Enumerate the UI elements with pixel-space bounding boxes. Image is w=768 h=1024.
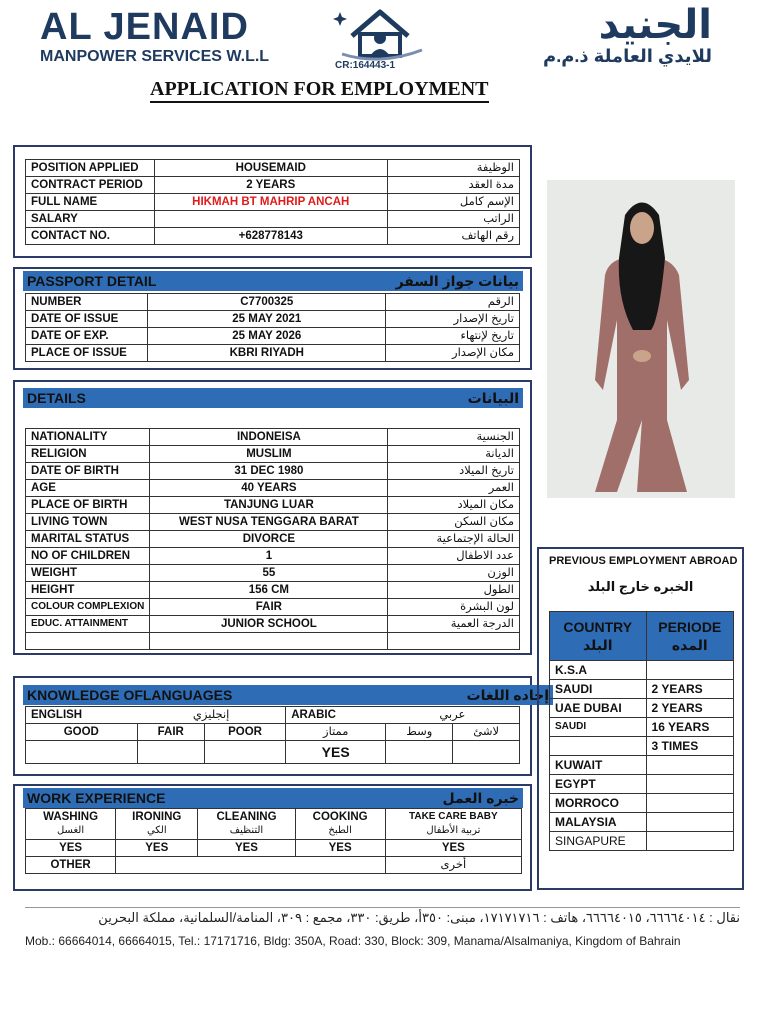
cell-value: +628778143 [154,228,387,245]
table-row [26,633,520,650]
cell-label: MARITAL STATUS [26,531,150,548]
table-row [26,548,520,565]
table-row [550,699,734,718]
cell-label: NO OF CHILDREN [26,548,150,565]
cell-ar: تاريخ لإنتهاء [386,328,520,345]
table-row [550,756,734,775]
cell-ar: تاريخ الإصدار [386,311,520,328]
cell-country [550,737,647,756]
cell-ar: الدرجة العمية [388,616,520,633]
cell-country: MALAYSIA [550,813,647,832]
skill-value: YES [295,840,385,857]
level-fair: FAIR [137,724,204,741]
lang-arabic-ar: عربي [386,707,520,724]
cell-period [646,775,733,794]
previous-table [549,611,734,851]
table-row [550,737,734,756]
skill-name-ar: الغسل [56,825,85,836]
cell-period [646,813,733,832]
table-row [26,328,520,345]
cell-label: SALARY [26,211,155,228]
details-title-ar: البيانات [467,390,519,406]
empty-cell [26,633,150,650]
lang-arabic: ARABIC [286,707,386,724]
table-row [26,429,520,446]
cell-value: TANJUNG LUAR [150,497,388,514]
cell-label: CONTRACT PERIOD [26,177,155,194]
details-table [25,428,520,650]
table-row [26,514,520,531]
person-photo-icon [547,180,735,498]
table-row [550,775,734,794]
table-row [26,211,520,228]
skill-header [116,809,198,840]
cell-ar: الرقم [386,294,520,311]
cell-label: DATE OF ISSUE [26,311,148,328]
level-poor: POOR [204,724,285,741]
cell-label: WEIGHT [26,565,150,582]
cell-value: 25 MAY 2026 [148,328,386,345]
col-period-en: PERIODE [658,619,722,635]
languages-header [23,685,553,705]
languages-title: KNOWLEDGE OFLANGUAGES [27,687,233,703]
details-title: DETAILS [27,390,86,406]
languages-table [25,706,520,764]
passport-table [25,293,520,362]
table-row [26,160,520,177]
col-country-ar: البلد [582,637,613,653]
empty-cell [388,633,520,650]
cell-ar: مكان الميلاد [388,497,520,514]
skill-header [198,809,295,840]
skill-name-ar: الطبخ [328,825,352,836]
cell-period [646,794,733,813]
skill-value: YES [385,840,521,857]
cell-country: SAUDI [550,718,647,737]
cell-label: HEIGHT [26,582,150,599]
other-label-ar: أخرى [385,857,521,874]
skill-name: COOKING [312,811,368,823]
footer-address-ar: نقال : ٦٦٦٦٤٠١٤، ٦٦٦٦٤٠١٥، هاتف : ١٧١٧١٧١٦، مبنى: ٣٥٠أ، طريق: ٣٣٠، مجمع : ٣٠٩، المنامة/السلمانية، مملكة البحرين [98,910,740,925]
cell-period [646,661,733,680]
skill-name: WASHING [43,811,99,823]
languages-title-ar: إجاده اللغات [466,687,549,703]
cell-label: RELIGION [26,446,150,463]
cell-value: 1 [150,548,388,565]
skill-name: TAKE CARE BABY [408,811,498,822]
details-frame [13,380,532,655]
cell-ar: مكان السكن [388,514,520,531]
skill-header [385,809,521,840]
cell-label: EDUC. ATTAINMENT [26,616,150,633]
skill-value: YES [116,840,198,857]
cell-ar: تاريخ الميلاد [388,463,520,480]
level-none-ar: لاشئ [453,724,520,741]
cell-label: DATE OF EXP. [26,328,148,345]
cell-period: 16 YEARS [646,718,733,737]
cell-value: HIKMAH BT MAHRIP ANCAH [154,194,387,211]
cell-ar: الجنسية [388,429,520,446]
table-row [26,599,520,616]
skill-name-ar: تربية الأطفال [426,825,481,836]
skill-name: IRONING [132,811,182,823]
cell-value: MUSLIM [150,446,388,463]
skill-name-ar: الكي [146,825,167,836]
cell-value: HOUSEMAID [154,160,387,177]
skill-value: YES [26,840,116,857]
table-row [26,311,520,328]
table-row [26,531,520,548]
table-row [26,194,520,211]
table-row [550,680,734,699]
table-row [26,497,520,514]
table-row [26,565,520,582]
brand-subtitle-ar: للايدي العاملة ذ.م.م [543,46,712,66]
table-row [26,480,520,497]
cell-ar: الراتب [387,211,519,228]
english-poor-cell [204,741,285,764]
cell-value: JUNIOR SCHOOL [150,616,388,633]
cell-value [154,211,387,228]
col-period [646,612,733,661]
cell-label: NATIONALITY [26,429,150,446]
brand-subtitle-en: MANPOWER SERVICES W.L.L [40,48,270,65]
passport-header [23,271,523,291]
cell-ar: الديانة [388,446,520,463]
cell-label: PLACE OF BIRTH [26,497,150,514]
cell-label: NUMBER [26,294,148,311]
english-fair-cell [137,741,204,764]
passport-title-ar: بيانات جواز السفر [395,273,519,289]
col-country-en: COUNTRY [563,619,633,635]
cell-ar: الوظيفة [387,160,519,177]
table-row [26,582,520,599]
skill-name-ar: التنظيف [229,825,264,836]
passport-title: PASSPORT DETAIL [27,273,157,289]
cell-value: 31 DEC 1980 [150,463,388,480]
table-row [550,832,734,851]
table-row [550,813,734,832]
passport-frame [13,267,532,370]
cell-value: INDONEISA [150,429,388,446]
cell-label: LIVING TOWN [26,514,150,531]
previous-frame [537,547,744,890]
table-row [26,616,520,633]
cell-ar: رقم الهاتف [387,228,519,245]
cell-ar: لون البشرة [388,599,520,616]
cell-country: MORROCO [550,794,647,813]
work-title: WORK EXPERIENCE [27,790,166,806]
col-period-ar: المده [671,637,708,653]
table-row [26,177,520,194]
footer-divider [25,907,740,908]
cell-ar: الإسم كامل [387,194,519,211]
cell-country: KUWAIT [550,756,647,775]
table-row [550,718,734,737]
skill-header [26,809,116,840]
cell-country: K.S.A [550,661,647,680]
previous-title-ar: الخبره خارج البلد [587,579,694,594]
cell-label: CONTACT NO. [26,228,155,245]
cell-label: POSITION APPLIED [26,160,155,177]
table-row [26,446,520,463]
cell-ar: مكان الإصدار [386,345,520,362]
arabic-medium-cell [386,741,453,764]
cell-period [646,756,733,775]
level-medium-ar: وسط [386,724,453,741]
cell-value: 25 MAY 2021 [148,311,386,328]
table-row [26,345,520,362]
table-row [26,228,520,245]
cell-label: DATE OF BIRTH [26,463,150,480]
table-row [550,794,734,813]
cell-value: DIVORCE [150,531,388,548]
languages-frame [13,676,549,776]
cell-period: 3 TIMES [646,737,733,756]
cell-period [646,832,733,851]
position-table [25,159,520,245]
work-table [25,808,522,874]
cell-ar: عدد الاطفال [388,548,520,565]
lang-english-ar: إنجليزي [137,707,286,724]
skill-name: CLEANING [216,811,277,823]
other-label: OTHER [26,857,116,874]
work-title-ar: خبره العمل [442,790,519,806]
table-row [550,661,734,680]
cell-country: SINGAPURE [550,832,647,851]
cell-value: C7700325 [148,294,386,311]
skill-value: YES [198,840,295,857]
cell-label: FULL NAME [26,194,155,211]
empty-cell [150,633,388,650]
cell-label: AGE [26,480,150,497]
work-frame [13,784,532,891]
cr-number: CR:164443-1 [335,60,396,71]
cell-value: 156 CM [150,582,388,599]
cell-ar: الحالة الإجتماعية [388,531,520,548]
cell-value: KBRI RIYADH [148,345,386,362]
cell-country: EGYPT [550,775,647,794]
brand-name-ar: الجنيد [598,3,712,47]
cell-ar: مدة العقد [387,177,519,194]
house-logo-icon [330,4,430,64]
level-excellent-ar: ممتاز [286,724,386,741]
cell-period: 2 YEARS [646,699,733,718]
footer-address-en: Mob.: 66664014, 66664015, Tel.: 17171716, Bldg: 350A, Road: 330, Block: 309, Manama/Alsalmaniya, Kingdom of Bahrain [25,934,681,948]
cell-value: 2 YEARS [154,177,387,194]
work-header [23,788,523,808]
cell-ar: الوزن [388,565,520,582]
cell-value: 40 YEARS [150,480,388,497]
details-header [23,388,523,408]
cell-label: COLOUR COMPLEXION [26,599,150,616]
level-good: GOOD [26,724,138,741]
table-row [26,463,520,480]
page-title: APPLICATION FOR EMPLOYMENT [150,78,489,103]
previous-title: PREVIOUS EMPLOYMENT ABROAD [549,555,738,567]
english-good-cell [26,741,138,764]
table-row [26,294,520,311]
col-country [550,612,647,661]
cell-value: 55 [150,565,388,582]
cell-country: SAUDI [550,680,647,699]
arabic-excellent-cell: YES [286,741,386,764]
arabic-none-cell [453,741,520,764]
other-value [116,857,386,874]
skill-header [295,809,385,840]
brand-name-en: AL JENAID [40,6,249,48]
cell-ar: العمر [388,480,520,497]
cell-country: UAE DUBAI [550,699,647,718]
cell-value: FAIR [150,599,388,616]
cell-value: WEST NUSA TENGGARA BARAT [150,514,388,531]
cell-label: PLACE OF ISSUE [26,345,148,362]
applicant-photo [547,180,735,498]
cell-period: 2 YEARS [646,680,733,699]
cell-ar: الطول [388,582,520,599]
lang-english: ENGLISH [26,707,138,724]
position-frame [13,145,532,258]
